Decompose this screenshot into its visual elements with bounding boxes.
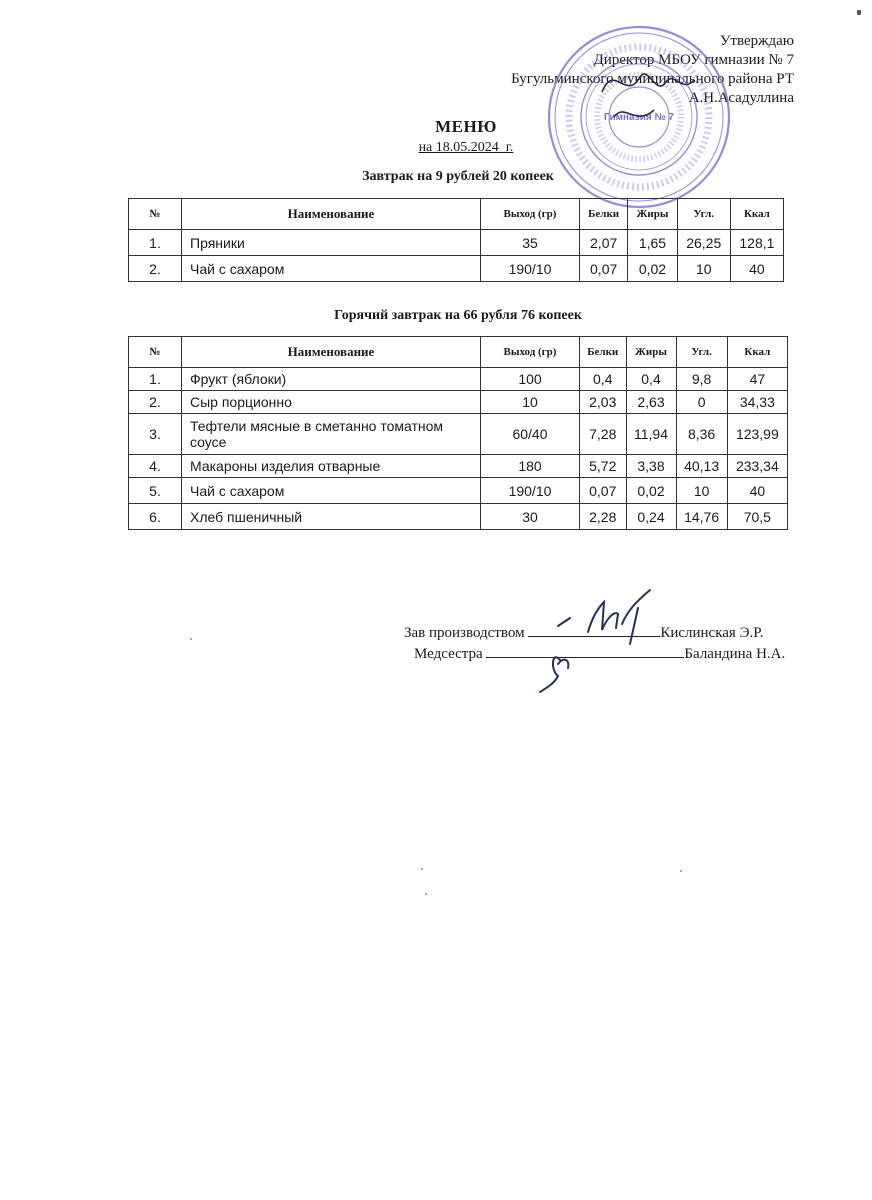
menu-title: МЕНЮ bbox=[435, 117, 497, 136]
cell-fat: 11,94 bbox=[626, 414, 676, 455]
cell-carbs: 8,36 bbox=[676, 414, 727, 455]
cell-carbs: 9,8 bbox=[676, 368, 727, 391]
header-name: Наименование bbox=[182, 199, 481, 230]
header-protein: Белки bbox=[580, 337, 627, 368]
production-label: Зав производством bbox=[404, 625, 525, 641]
header-output: Выход (гр) bbox=[481, 337, 580, 368]
cell-number: 2. bbox=[129, 256, 182, 282]
cell-name: Чай с сахаром bbox=[182, 478, 481, 504]
cell-protein: 2,28 bbox=[580, 504, 627, 530]
table-row bbox=[129, 368, 788, 391]
header-protein: Белки bbox=[580, 199, 628, 230]
cell-carbs: 10 bbox=[676, 478, 727, 504]
cell-name: Хлеб пшеничный bbox=[182, 504, 481, 530]
cell-output: 190/10 bbox=[481, 256, 580, 282]
hot-breakfast-title: Горячий завтрак на 66 рубля 76 копеек bbox=[334, 308, 582, 323]
table-header-row bbox=[129, 199, 784, 230]
scan-speck bbox=[857, 10, 861, 15]
cell-protein: 7,28 bbox=[580, 414, 627, 455]
signature-underline bbox=[528, 624, 660, 637]
breakfast-table bbox=[128, 198, 784, 282]
cell-carbs: 10 bbox=[677, 256, 730, 282]
cell-protein: 0,07 bbox=[580, 478, 627, 504]
approval-line-1: Утверждаю bbox=[719, 33, 794, 49]
cell-fat: 0,4 bbox=[626, 368, 676, 391]
cell-name: Макароны изделия отварные bbox=[182, 455, 481, 478]
cell-fat: 0,02 bbox=[626, 478, 676, 504]
cell-output: 10 bbox=[481, 391, 580, 414]
cell-number: 6. bbox=[129, 504, 182, 530]
cell-fat: 1,65 bbox=[628, 230, 677, 256]
nurse-label: Медсестра bbox=[414, 646, 483, 662]
cell-carbs: 40,13 bbox=[676, 455, 727, 478]
cell-fat: 2,63 bbox=[626, 391, 676, 414]
cell-protein: 5,72 bbox=[580, 455, 627, 478]
cell-name: Тефтели мясные в сметанно томатном соусе bbox=[182, 414, 481, 455]
cell-name: Чай с сахаром bbox=[182, 256, 481, 282]
cell-carbs: 0 bbox=[676, 391, 727, 414]
header-fat: Жиры bbox=[628, 199, 677, 230]
cell-fat: 0,02 bbox=[628, 256, 677, 282]
cell-output: 180 bbox=[481, 455, 580, 478]
hot-breakfast-table bbox=[128, 336, 788, 530]
table-row bbox=[129, 391, 788, 414]
cell-kcal: 47 bbox=[727, 368, 787, 391]
cell-name: Сыр порционно bbox=[182, 391, 481, 414]
table-row bbox=[129, 455, 788, 478]
signature-underline bbox=[486, 645, 684, 658]
cell-kcal: 123,99 bbox=[727, 414, 787, 455]
cell-number: 5. bbox=[129, 478, 182, 504]
header-output: Выход (гр) bbox=[481, 199, 580, 230]
cell-number: 1. bbox=[129, 230, 182, 256]
cell-number: 3. bbox=[129, 414, 182, 455]
table-row bbox=[129, 504, 788, 530]
table-row bbox=[129, 478, 788, 504]
cell-protein: 2,07 bbox=[580, 230, 628, 256]
header-fat: Жиры bbox=[626, 337, 676, 368]
approval-line-2: Директор МБОУ гимназии № 7 bbox=[593, 52, 794, 68]
cell-output: 35 bbox=[481, 230, 580, 256]
cell-carbs: 26,25 bbox=[677, 230, 730, 256]
cell-carbs: 14,76 bbox=[676, 504, 727, 530]
cell-output: 60/40 bbox=[481, 414, 580, 455]
cell-protein: 0,4 bbox=[580, 368, 627, 391]
stamp-center-text: Гимназия № 7 bbox=[604, 112, 674, 123]
cell-number: 1. bbox=[129, 368, 182, 391]
cell-kcal: 128,1 bbox=[730, 230, 783, 256]
table-row bbox=[129, 230, 784, 256]
cell-output: 30 bbox=[481, 504, 580, 530]
menu-date-text: на 18.05.2024_г. bbox=[418, 140, 514, 155]
production-name: Кислинская Э.Р. bbox=[660, 625, 764, 641]
scan-speck bbox=[680, 870, 682, 872]
nurse-name: Баландина Н.А. bbox=[684, 646, 786, 662]
menu-date bbox=[30, 140, 872, 156]
scan-speck bbox=[190, 638, 192, 640]
cell-kcal: 70,5 bbox=[727, 504, 787, 530]
cell-output: 100 bbox=[481, 368, 580, 391]
table-header-row bbox=[129, 337, 788, 368]
header-number: № bbox=[129, 337, 182, 368]
table-row bbox=[129, 414, 788, 455]
cell-output: 190/10 bbox=[481, 478, 580, 504]
scan-speck bbox=[421, 868, 423, 870]
header-carbs: Угл. bbox=[676, 337, 727, 368]
header-kcal: Ккал bbox=[727, 337, 787, 368]
scan-speck bbox=[425, 893, 427, 895]
production-signature-line bbox=[404, 624, 763, 642]
nurse-signature-line bbox=[414, 645, 785, 663]
cell-protein: 0,07 bbox=[580, 256, 628, 282]
cell-number: 2. bbox=[129, 391, 182, 414]
cell-fat: 0,24 bbox=[626, 504, 676, 530]
header-name: Наименование bbox=[182, 337, 481, 368]
approval-line-3: Бугульминского муниципального района РТ bbox=[511, 71, 794, 87]
cell-fat: 3,38 bbox=[626, 455, 676, 478]
cell-number: 4. bbox=[129, 455, 182, 478]
cell-kcal: 40 bbox=[727, 478, 787, 504]
cell-kcal: 40 bbox=[730, 256, 783, 282]
table-row bbox=[129, 256, 784, 282]
cell-name: Фрукт (яблоки) bbox=[182, 368, 481, 391]
cell-kcal: 34,33 bbox=[727, 391, 787, 414]
header-number: № bbox=[129, 199, 182, 230]
header-carbs: Угл. bbox=[677, 199, 730, 230]
cell-protein: 2,03 bbox=[580, 391, 627, 414]
breakfast-title: Завтрак на 9 рублей 20 копеек bbox=[362, 169, 554, 184]
header-kcal: Ккал bbox=[730, 199, 783, 230]
approval-line-4: А.Н.Асадуллина bbox=[688, 90, 794, 106]
cell-name: Пряники bbox=[182, 230, 481, 256]
cell-kcal: 233,34 bbox=[727, 455, 787, 478]
